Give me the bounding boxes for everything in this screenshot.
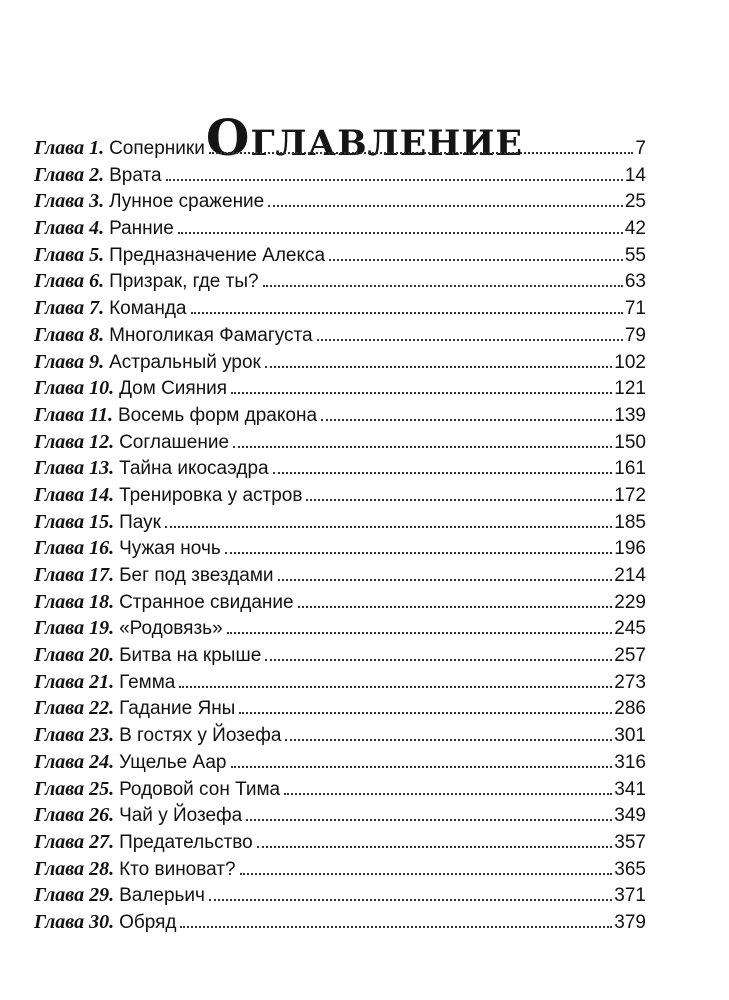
chapter-title: Предназначение Алекса — [109, 244, 326, 266]
toc-entry — [34, 295, 646, 322]
chapter-number: Глава 12. — [34, 430, 115, 453]
toc-entry — [34, 615, 646, 642]
dot-leader — [268, 205, 623, 207]
chapter-number: Глава 9. — [34, 350, 105, 373]
page-number: 172 — [614, 484, 646, 506]
page-number: 7 — [635, 138, 646, 159]
page-number: 139 — [614, 404, 646, 426]
chapter-number: Глава 10. — [34, 377, 115, 400]
chapter-title: Дом Сияния — [119, 378, 228, 400]
chapter-number: Глава 8. — [34, 323, 105, 346]
chapter-title: Предательство — [119, 831, 253, 853]
chapter-title: Астральный урок — [109, 351, 261, 373]
dot-leader — [233, 446, 612, 448]
page-number: 379 — [614, 911, 646, 933]
dot-leader — [209, 152, 634, 154]
toc-entry — [34, 776, 646, 803]
chapter-number: Глава 25. — [34, 777, 115, 800]
page-number: 349 — [614, 805, 646, 827]
chapter-number: Глава 7. — [34, 297, 105, 320]
page-title: Оглавление — [205, 107, 524, 167]
chapter-title: Родовой сон Тима — [119, 778, 281, 800]
toc-entry — [34, 856, 646, 883]
chapter-number: Глава 20. — [34, 644, 115, 667]
chapter-title: Бег под звездами — [119, 565, 274, 586]
chapter-number: Глава 22. — [34, 697, 115, 720]
page-number: 161 — [614, 458, 646, 480]
page-number: 63 — [624, 271, 646, 293]
dot-leader — [265, 366, 612, 368]
chapter-number: Глава 4. — [34, 217, 105, 240]
toc-entry — [34, 695, 646, 722]
chapter-title: Многоликая Фамагуста — [109, 324, 313, 346]
dot-leader — [329, 259, 623, 261]
toc-entry — [34, 215, 646, 242]
dot-leader — [180, 926, 612, 928]
chapter-title: «Родовязь» — [119, 618, 223, 640]
dot-leader — [179, 686, 612, 688]
chapter-title: Гемма — [119, 671, 176, 693]
toc-entry — [34, 562, 646, 589]
dot-leader — [284, 793, 612, 795]
toc-entry — [34, 482, 646, 509]
dot-leader — [209, 899, 612, 901]
chapter-number: Глава 1. — [34, 137, 105, 159]
dot-leader — [263, 285, 623, 287]
dot-leader — [231, 766, 613, 768]
page-number: 229 — [614, 591, 646, 613]
dot-leader — [227, 632, 613, 634]
chapter-title: Чай у Йозефа — [119, 805, 243, 827]
chapter-number: Глава 13. — [34, 457, 115, 480]
chapter-number: Глава 14. — [34, 483, 115, 506]
chapter-number: Глава 18. — [34, 590, 115, 613]
toc-entry — [34, 589, 646, 616]
page-number: 371 — [614, 885, 646, 907]
page-number: 121 — [614, 378, 646, 400]
toc-entry — [34, 375, 646, 402]
toc-entry — [34, 669, 646, 696]
page-number: 25 — [624, 191, 646, 213]
dot-leader — [278, 579, 613, 581]
chapter-number: Глава 2. — [34, 163, 105, 186]
chapter-title: Ранние — [109, 218, 174, 240]
page-number: 102 — [614, 351, 646, 373]
chapter-number: Глава 6. — [34, 270, 105, 293]
page-number: 301 — [614, 725, 646, 747]
chapter-number: Глава 16. — [34, 537, 115, 560]
page-number: 71 — [624, 298, 646, 320]
chapter-title: Паук — [119, 511, 161, 533]
toc-entry — [34, 242, 646, 269]
chapter-title: Соперники — [109, 138, 205, 159]
chapter-title: Чужая ночь — [119, 538, 221, 560]
page-number: 42 — [624, 218, 646, 240]
chapter-number: Глава 30. — [34, 910, 115, 933]
page-number: 286 — [614, 698, 646, 720]
page-number: 365 — [614, 858, 646, 880]
page-number: 196 — [614, 538, 646, 560]
toc-entry — [34, 268, 646, 295]
page-number: 79 — [624, 324, 646, 346]
toc-entry — [34, 509, 646, 536]
toc-entry — [34, 429, 646, 456]
page-number: 185 — [614, 511, 646, 533]
dot-leader — [321, 419, 612, 421]
dot-leader — [191, 312, 623, 314]
dot-leader — [231, 392, 612, 394]
toc-entry — [34, 535, 646, 562]
chapter-number: Глава 3. — [34, 190, 105, 213]
dot-leader — [178, 232, 623, 234]
dot-leader — [257, 846, 613, 848]
dot-leader — [239, 712, 612, 714]
toc-entry — [34, 349, 646, 376]
chapter-number: Глава 27. — [34, 830, 115, 853]
toc-entry — [34, 909, 646, 936]
chapter-number: Глава 23. — [34, 724, 115, 747]
dot-leader — [265, 659, 612, 661]
page-number: 341 — [614, 778, 646, 800]
table-of-contents — [34, 135, 646, 936]
chapter-number: Глава 21. — [34, 670, 115, 693]
toc-entry — [34, 802, 646, 829]
dot-leader — [246, 819, 612, 821]
chapter-title: Лунное сражение — [109, 191, 265, 213]
toc-entry — [34, 882, 646, 909]
chapter-number: Глава 24. — [34, 750, 115, 773]
chapter-title: Врата — [109, 164, 162, 186]
chapter-title: Валерьич — [119, 885, 205, 907]
chapter-number: Глава 19. — [34, 617, 115, 640]
toc-entry — [34, 135, 646, 162]
chapter-title: Соглашение — [119, 431, 230, 453]
chapter-number: Глава 28. — [34, 857, 115, 880]
page-number: 214 — [614, 565, 646, 586]
chapter-title: Кто виноват? — [119, 858, 236, 880]
chapter-number: Глава 11. — [34, 403, 113, 426]
chapter-title: Странное свидание — [119, 591, 294, 613]
dot-leader — [166, 179, 623, 181]
chapter-title: Тайна икосаэдра — [119, 458, 269, 480]
dot-leader — [165, 526, 612, 528]
chapter-title: Команда — [109, 298, 187, 320]
page-number: 316 — [614, 751, 646, 773]
chapter-title: Обряд — [119, 911, 177, 933]
chapter-number: Глава 15. — [34, 510, 115, 533]
dot-leader — [285, 739, 612, 741]
toc-entry — [34, 722, 646, 749]
dot-leader — [225, 552, 613, 554]
toc-entry — [34, 402, 646, 429]
dot-leader — [273, 472, 613, 474]
toc-entry — [34, 642, 646, 669]
dot-leader — [240, 873, 613, 875]
page-number: 245 — [614, 618, 646, 640]
chapter-title: Битва на крыше — [119, 645, 262, 667]
dot-leader — [298, 606, 613, 608]
chapter-title: Тренировка у астров — [119, 484, 303, 506]
page-number: 273 — [614, 671, 646, 693]
chapter-number: Глава 5. — [34, 243, 105, 266]
chapter-title: Ущелье Аар — [119, 751, 227, 773]
chapter-title: Гадание Яны — [119, 698, 236, 720]
toc-entry — [34, 322, 646, 349]
dot-leader — [317, 339, 623, 341]
page-number: 257 — [614, 645, 646, 667]
page-number: 357 — [614, 831, 646, 853]
dot-leader — [306, 499, 612, 501]
chapter-title: Призрак, где ты? — [109, 271, 259, 293]
toc-entry — [34, 188, 646, 215]
toc-entry — [34, 162, 646, 189]
page-number: 14 — [624, 164, 646, 186]
chapter-number: Глава 26. — [34, 804, 115, 827]
page-number: 150 — [614, 431, 646, 453]
chapter-title: В гостях у Йозефа — [119, 725, 282, 747]
chapter-title: Восемь форм дракона — [117, 404, 318, 426]
toc-entry — [34, 829, 646, 856]
chapter-number: Глава 29. — [34, 884, 115, 907]
page-number: 55 — [624, 244, 646, 266]
toc-entry — [34, 455, 646, 482]
chapter-number: Глава 17. — [34, 564, 115, 586]
toc-entry — [34, 749, 646, 776]
